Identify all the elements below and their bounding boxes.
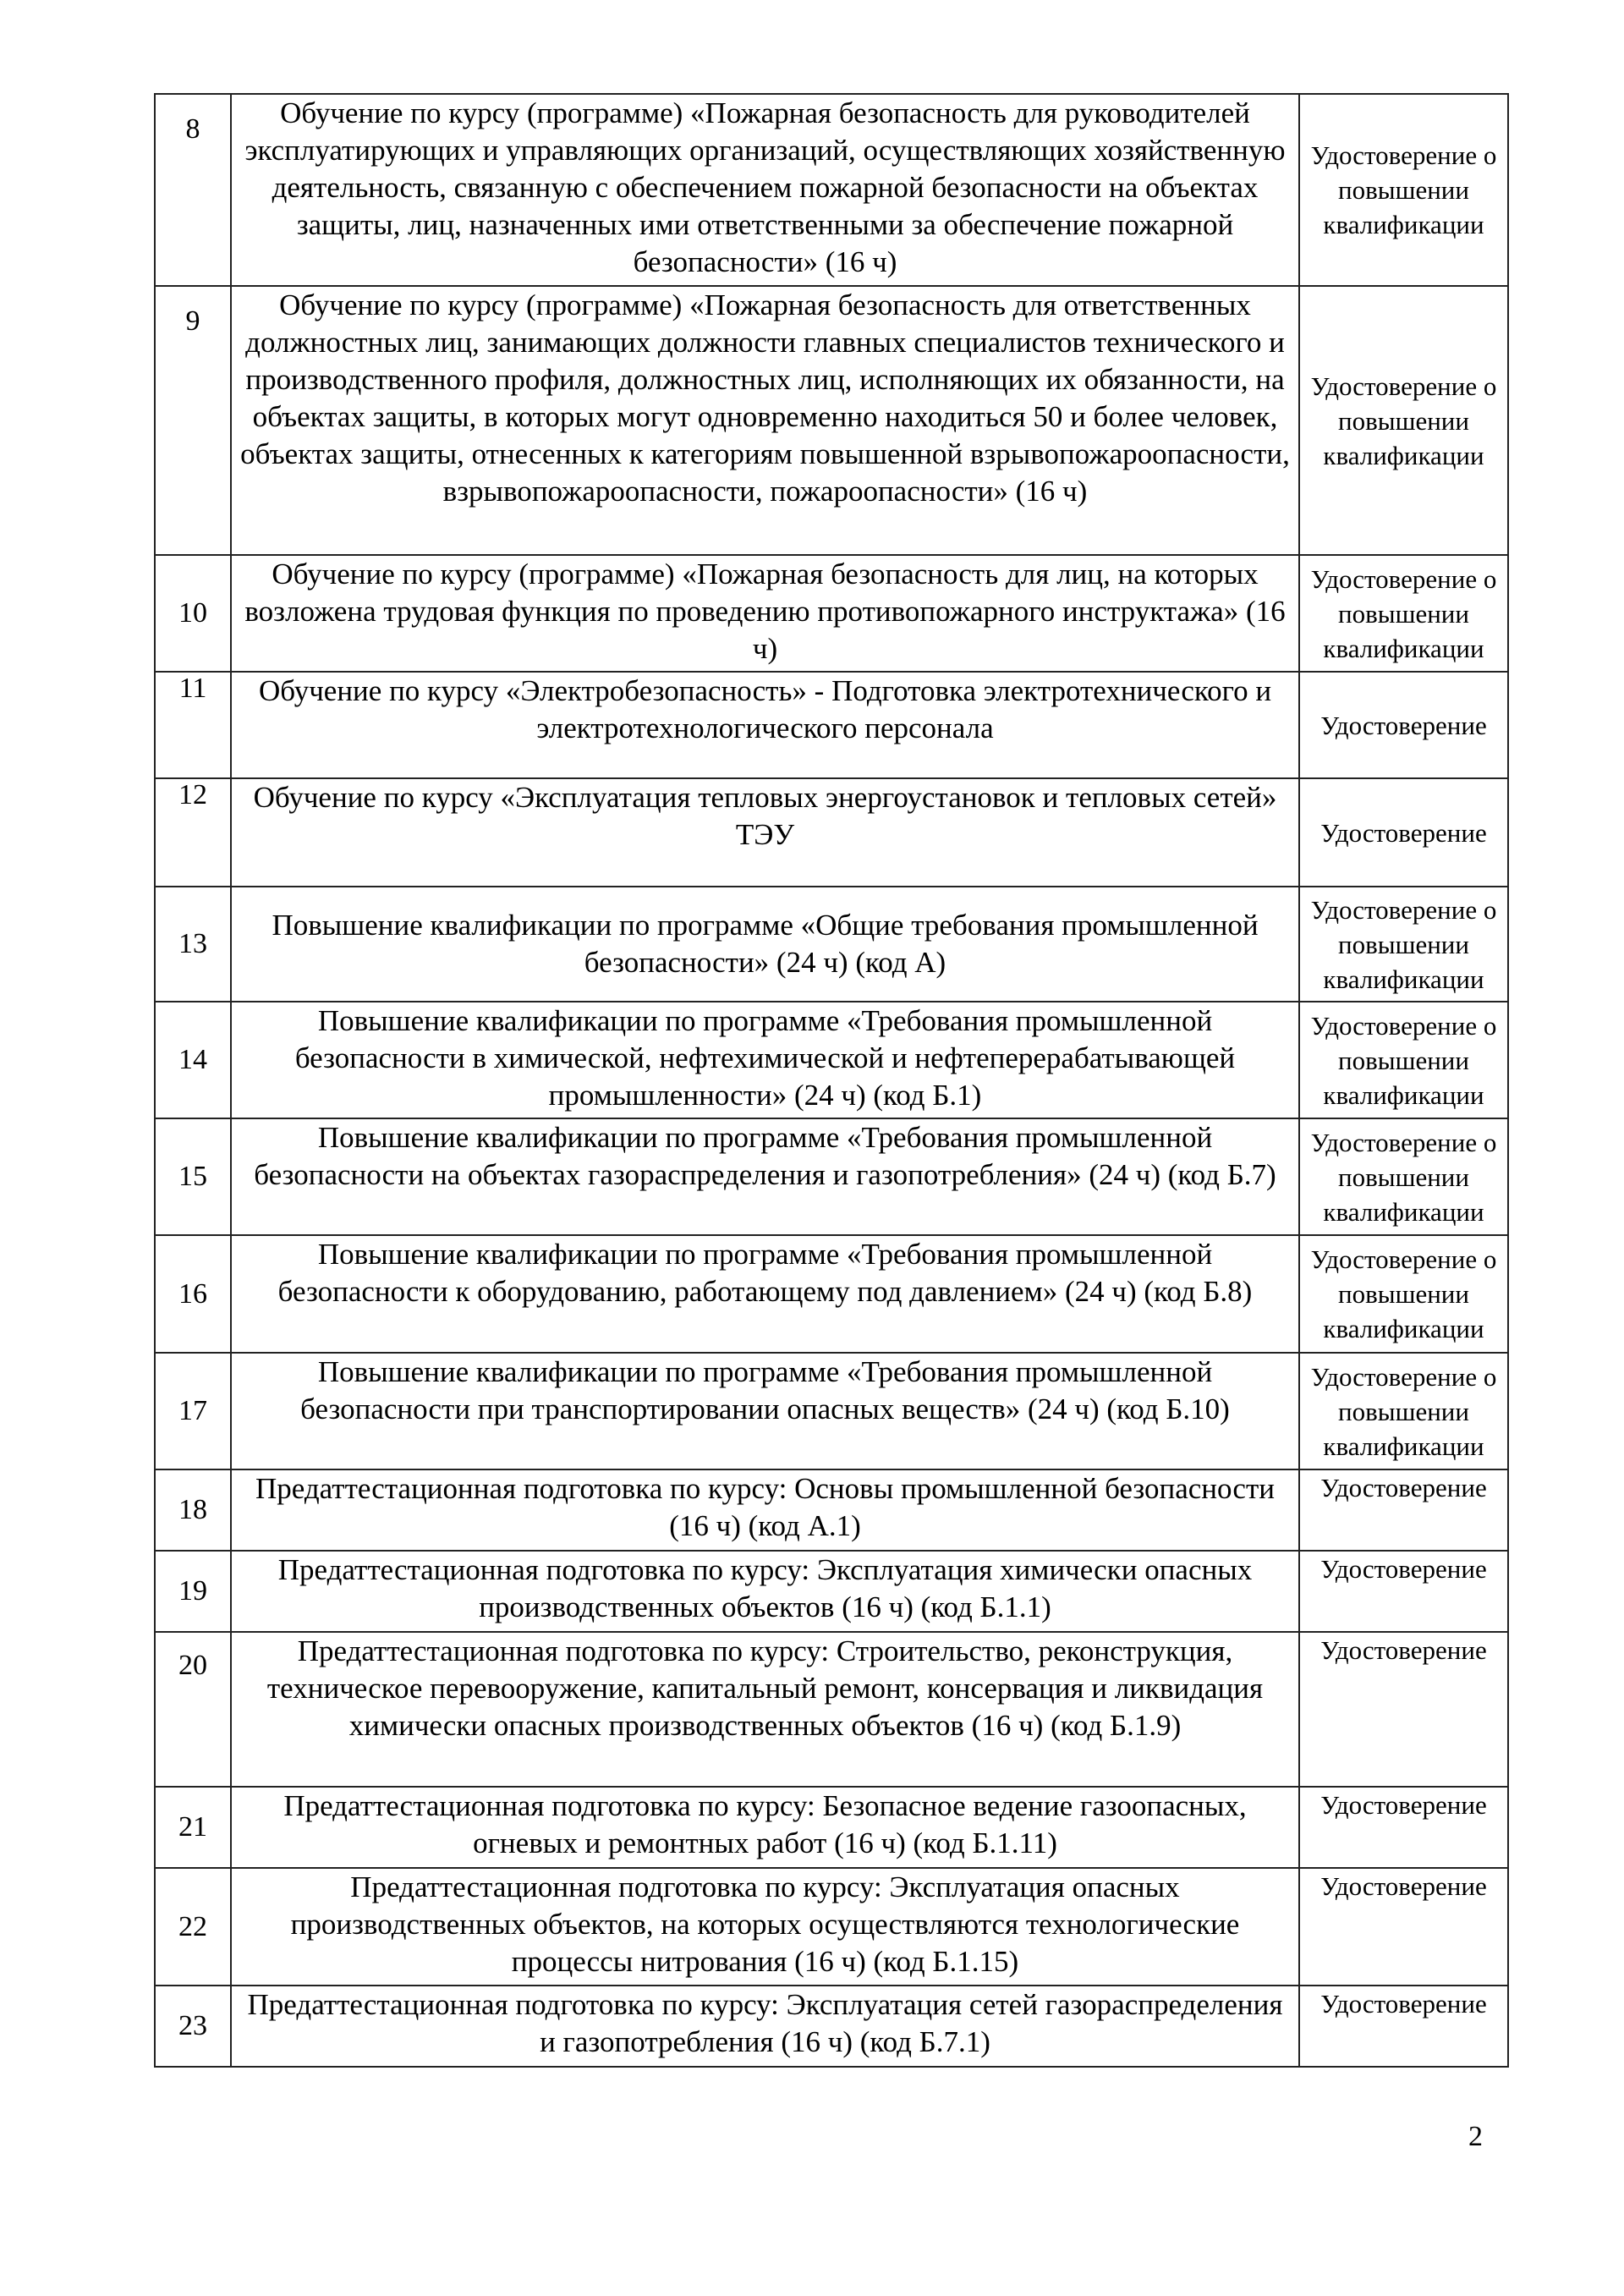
table-row [155, 1868, 1508, 1986]
document-type: Удостоверение о повышении квалификации [1299, 1353, 1508, 1469]
document-type: Удостоверение о повышении квалификации [1299, 1235, 1508, 1353]
course-title: Предаттестационная подготовка по курсу: Эксплуатация сетей газораспределения и газопотребления (16 ч) (код Б.7.1) [231, 1986, 1299, 2067]
table-row [155, 94, 1508, 286]
document-type: Удостоверение [1299, 1632, 1508, 1787]
course-title: Повышение квалификации по программе «Требования промышленной безопасности при транспортировании опасных веществ» (24 ч) (код Б.10) [231, 1353, 1299, 1469]
courses-table [154, 93, 1509, 2068]
course-title: Обучение по курсу «Электробезопасность» - Подготовка электротехнического и электротехнологического персонала [231, 672, 1299, 778]
table-row [155, 555, 1508, 672]
table-row [155, 1986, 1508, 2067]
document-type: Удостоверение о повышении квалификации [1299, 1002, 1508, 1118]
table-row [155, 1353, 1508, 1469]
course-title: Обучение по курсу (программе) «Пожарная безопасность для лиц, на которых возложена трудовая функция по проведению противопожарного инструктажа» (16 ч) [231, 555, 1299, 672]
course-title: Повышение квалификации по программе «Требования промышленной безопасности в химической, нефтехимической и нефтеперерабатывающей промышленности» (24 ч) (код Б.1) [231, 1002, 1299, 1118]
table-row [155, 1469, 1508, 1551]
course-title: Обучение по курсу (программе) «Пожарная безопасность для ответственных должностных лиц, занимающих должности главных специалистов технического и производственного профиля, должностных лиц, исполняющих их обязанности, на объектах защиты, в которых могут одновременно находиться 50 и более человек, объектах защиты, отнесенных к категориям повышенной взрывопожароопасности, взрывопожароопасности, пожароопасности» (16 ч) [231, 286, 1299, 555]
row-number: 16 [155, 1235, 231, 1353]
table-row [155, 1551, 1508, 1632]
document-type: Удостоверение [1299, 1986, 1508, 2067]
document-type: Удостоверение [1299, 1787, 1508, 1868]
row-number: 23 [155, 1986, 231, 2067]
page-number: 2 [1468, 2121, 1483, 2152]
table-row [155, 286, 1508, 555]
document-type: Удостоверение о повышении квалификации [1299, 286, 1508, 555]
table-row [155, 887, 1508, 1002]
row-number: 14 [155, 1002, 231, 1118]
row-number: 15 [155, 1118, 231, 1235]
table-row [155, 1118, 1508, 1235]
row-number: 19 [155, 1551, 231, 1632]
row-number: 17 [155, 1353, 231, 1469]
table-row [155, 778, 1508, 887]
row-number: 9 [155, 286, 231, 555]
row-number: 13 [155, 887, 231, 1002]
row-number: 12 [155, 778, 231, 887]
row-number: 21 [155, 1787, 231, 1868]
row-number: 8 [155, 94, 231, 286]
document-type: Удостоверение о повышении квалификации [1299, 94, 1508, 286]
course-title: Обучение по курсу (программе) «Пожарная безопасность для руководителей эксплуатирующих и управляющих организаций, осуществляющих хозяйственную деятельность, связанную с обеспечением пожарной безопасности на объектах защиты, лиц, назначенных ими ответственными за обеспечение пожарной безопасности» (16 ч) [231, 94, 1299, 286]
table-row [155, 1002, 1508, 1118]
document-type: Удостоверение [1299, 1551, 1508, 1632]
document-type: Удостоверение о повышении квалификации [1299, 555, 1508, 672]
document-type: Удостоверение [1299, 672, 1508, 778]
table-row [155, 1632, 1508, 1787]
row-number: 18 [155, 1469, 231, 1551]
row-number: 11 [155, 672, 231, 778]
row-number: 20 [155, 1632, 231, 1787]
course-title: Предаттестационная подготовка по курсу: Строительство, реконструкция, техническое перевооружение, капитальный ремонт, консервация и ликвидация химически опасных производственных объектов (16 ч) (код Б.1.9) [231, 1632, 1299, 1787]
course-title: Предаттестационная подготовка по курсу: Эксплуатация опасных производственных объектов, на которых осуществляются технологические процессы нитрования (16 ч) (код Б.1.15) [231, 1868, 1299, 1986]
table-row [155, 1787, 1508, 1868]
course-title: Повышение квалификации по программе «Требования промышленной безопасности к оборудованию, работающему под давлением» (24 ч) (код Б.8) [231, 1235, 1299, 1353]
course-title: Предаттестационная подготовка по курсу: Безопасное ведение газоопасных, огневых и ремонтных работ (16 ч) (код Б.1.11) [231, 1787, 1299, 1868]
table-row [155, 1235, 1508, 1353]
document-type: Удостоверение о повышении квалификации [1299, 887, 1508, 1002]
row-number: 10 [155, 555, 231, 672]
document-type: Удостоверение о повышении квалификации [1299, 1118, 1508, 1235]
course-title: Повышение квалификации по программе «Общие требования промышленной безопасности» (24 ч) (код А) [231, 887, 1299, 1002]
document-type: Удостоверение [1299, 1469, 1508, 1551]
row-number: 22 [155, 1868, 231, 1986]
course-title: Обучение по курсу «Эксплуатация тепловых энергоустановок и тепловых сетей» ТЭУ [231, 778, 1299, 887]
document-type: Удостоверение [1299, 778, 1508, 887]
course-title: Предаттестационная подготовка по курсу: Эксплуатация химически опасных производственных объектов (16 ч) (код Б.1.1) [231, 1551, 1299, 1632]
course-title: Предаттестационная подготовка по курсу: Основы промышленной безопасности (16 ч) (код А.1) [231, 1469, 1299, 1551]
document-type: Удостоверение [1299, 1868, 1508, 1986]
table-row [155, 672, 1508, 778]
course-title: Повышение квалификации по программе «Требования промышленной безопасности на объектах газораспределения и газопотребления» (24 ч) (код Б.7) [231, 1118, 1299, 1235]
